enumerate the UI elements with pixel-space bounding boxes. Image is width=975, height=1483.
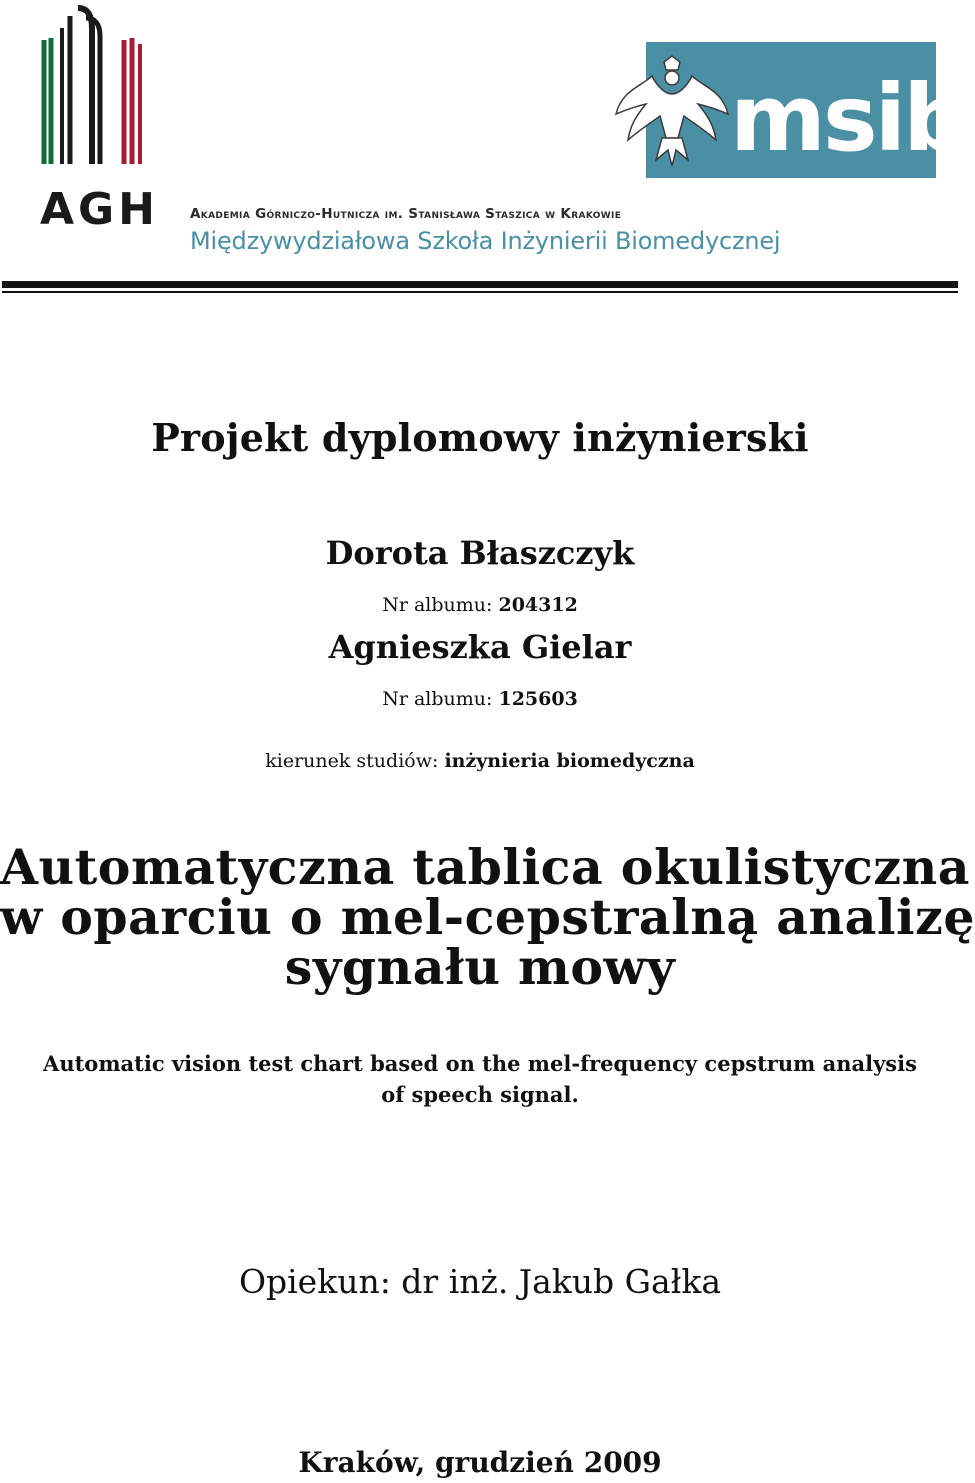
title-pl-line: w oparciu o mel-cepstralną analizę (0, 888, 975, 946)
album-value: 125603 (498, 688, 578, 710)
album-label: Nr albumu: (382, 594, 493, 616)
title-en-line: Automatic vision test chart based on the mel-frequency cepstrum analysis (43, 1051, 917, 1076)
thesis-type: Projekt dyplomowy inżynierski (151, 415, 809, 460)
title-pl-line: Automatyczna tablica okulistyczna (0, 838, 970, 896)
header-rule-thick (2, 281, 958, 288)
thesis-title-english (0, 1048, 960, 1110)
msib-letters: msib (730, 65, 967, 172)
author-name-1: Dorota Błaszczyk (325, 534, 635, 572)
title-pl-line: sygnału mowy (284, 938, 676, 996)
album-number-2 (0, 688, 960, 710)
agh-letters: AGH (40, 184, 159, 235)
field-label: kierunek studiów: (265, 750, 439, 772)
author-name-2: Agnieszka Gielar (328, 628, 632, 666)
album-number-1 (0, 594, 960, 616)
school-caption (190, 206, 890, 255)
thesis-title-polish (0, 838, 975, 996)
faculty-name: Międzywydziałowa Szkoła Inżynierii Biomedycznej (190, 227, 781, 255)
header-rule-thin (2, 291, 958, 293)
supervisor: Opiekun: dr inż. Jakub Gałka (238, 1262, 722, 1301)
title-en-line: of speech signal. (381, 1082, 579, 1107)
page-header (0, 0, 967, 300)
album-label: Nr albumu: (382, 688, 493, 710)
field-value: inżynieria biomedyczna (444, 750, 695, 772)
academy-name: Akademia Górniczo-Hutnicza im. Stanisława Staszica w Krakowie (190, 206, 622, 222)
album-value: 204312 (498, 594, 578, 616)
agh-logo (38, 4, 158, 234)
msib-logo (612, 42, 967, 178)
field-of-study (0, 750, 960, 772)
place-and-date: Kraków, grudzień 2009 (298, 1446, 662, 1479)
